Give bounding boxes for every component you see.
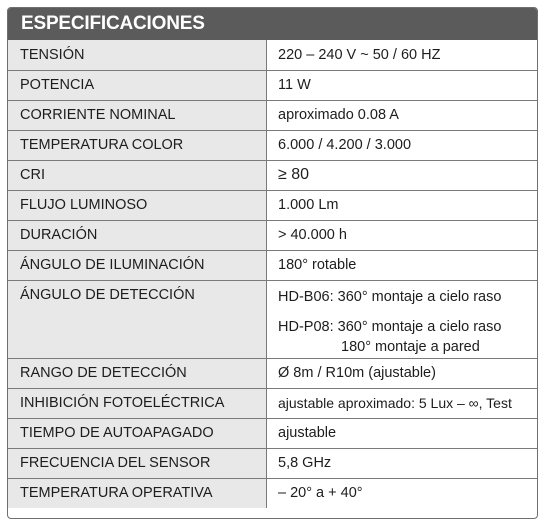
table-row — [8, 280, 537, 358]
spec-value: aproximado 0.08 A — [267, 100, 538, 130]
spec-label: TEMPERATURA COLOR — [8, 130, 267, 160]
table-row — [8, 160, 537, 190]
spec-value: HD-P08: 360° montaje a cielo raso — [278, 318, 502, 335]
spec-label: ÁNGULO DE DETECCIÓN — [8, 280, 267, 358]
table-row — [8, 190, 537, 220]
spec-value: Ø 8m / R10m (ajustable) — [267, 358, 538, 388]
spec-label: INHIBICIÓN FOTOELÉCTRICA — [8, 388, 267, 418]
spec-value: ≥ 80 — [267, 160, 538, 190]
spec-value: 11 W — [267, 70, 538, 100]
spec-value-group — [267, 280, 538, 358]
spec-value: 1.000 Lm — [267, 190, 538, 220]
table-row — [8, 100, 537, 130]
spec-label: TIEMPO DE AUTOAPAGADO — [8, 418, 267, 448]
spec-value: 5,8 GHz — [267, 448, 538, 478]
table-row — [8, 388, 537, 418]
spec-value: > 40.000 h — [267, 220, 538, 250]
table-row — [8, 130, 537, 160]
table-row — [8, 220, 537, 250]
spec-label: FRECUENCIA DEL SENSOR — [8, 448, 267, 478]
spec-value: – 20° a + 40° — [267, 478, 538, 508]
table-row — [8, 40, 537, 70]
spec-label: CORRIENTE NOMINAL — [8, 100, 267, 130]
spec-label: TENSIÓN — [8, 40, 267, 70]
table-row — [8, 250, 537, 280]
spec-label: CRI — [8, 160, 267, 190]
table-row — [8, 358, 537, 388]
specifications-table — [7, 7, 538, 519]
table-row — [8, 448, 537, 478]
spec-value: 6.000 / 4.200 / 3.000 — [267, 130, 538, 160]
spec-label: FLUJO LUMINOSO — [8, 190, 267, 220]
spec-value: HD-B06: 360° montaje a cielo raso — [278, 288, 502, 305]
spec-grid — [8, 40, 537, 508]
spec-label: ÁNGULO DE ILUMINACIÓN — [8, 250, 267, 280]
spec-label: RANGO DE DETECCIÓN — [8, 358, 267, 388]
table-title: ESPECIFICACIONES — [8, 8, 537, 40]
table-row — [8, 70, 537, 100]
table-row — [8, 418, 537, 448]
spec-value: ajustable aproximado: 5 Lux – ∞, Test — [267, 388, 538, 418]
spec-label: POTENCIA — [8, 70, 267, 100]
spec-value: 180° rotable — [267, 250, 538, 280]
spec-value: ajustable — [267, 418, 538, 448]
table-row — [8, 478, 537, 508]
spec-label: DURACIÓN — [8, 220, 267, 250]
spec-label: TEMPERATURA OPERATIVA — [8, 478, 267, 508]
spec-value: 220 – 240 V ~ 50 / 60 HZ — [267, 40, 538, 70]
spec-value: 180° montaje a pared — [341, 338, 480, 355]
